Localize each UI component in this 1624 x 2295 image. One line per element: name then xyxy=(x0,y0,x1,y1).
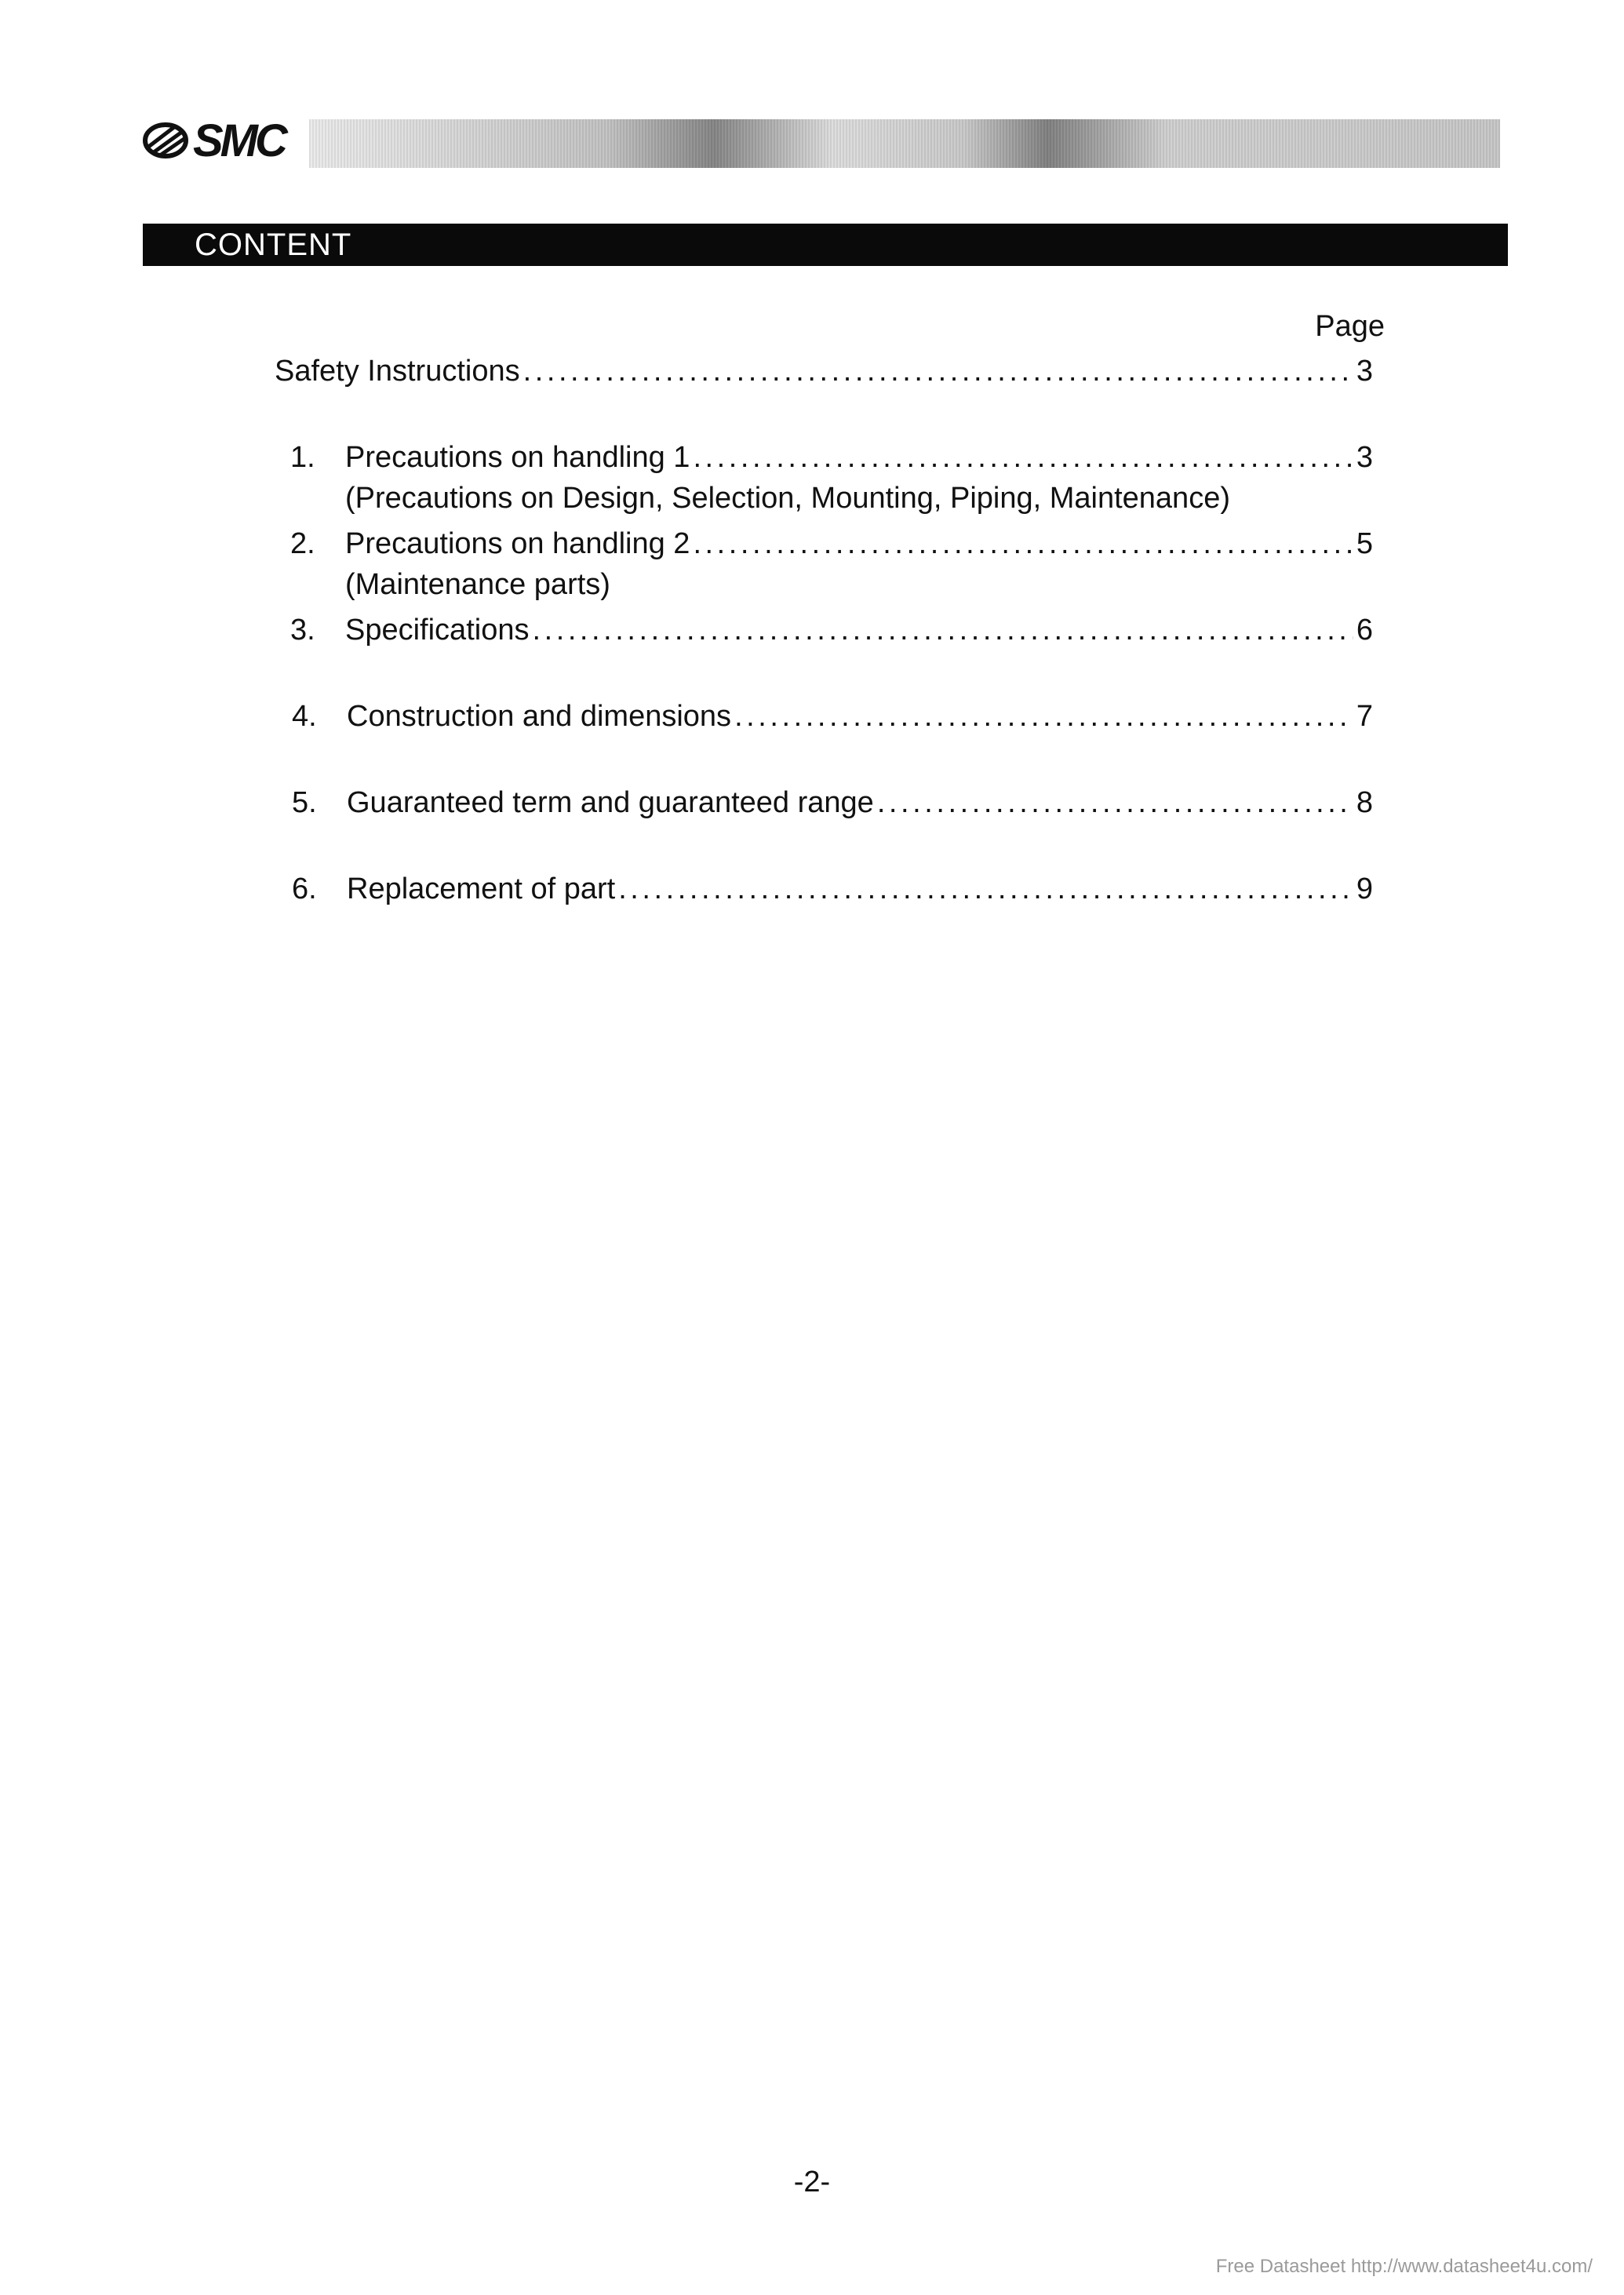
toc-entry-page: 7 xyxy=(1356,700,1373,733)
toc-entry-title: Precautions on handling 1 xyxy=(345,441,690,474)
toc-entry-number: 2. xyxy=(290,527,315,560)
toc-entry-page: 3 xyxy=(1356,441,1373,474)
toc-entry-number: 6. xyxy=(292,872,317,905)
dot-leader xyxy=(532,610,1353,650)
toc-entry-4[interactable] xyxy=(275,697,1373,736)
section-title-bar xyxy=(143,224,1508,266)
toc-entry-2[interactable] xyxy=(275,524,1373,563)
toc-entry-5[interactable] xyxy=(275,783,1373,822)
dot-leader xyxy=(877,783,1353,822)
toc-entry-page: 6 xyxy=(1356,614,1373,647)
toc-entry-title: Specifications xyxy=(345,614,530,647)
page-column-label: Page xyxy=(1315,310,1385,343)
dot-leader xyxy=(693,438,1353,477)
dot-leader xyxy=(523,352,1353,391)
header-gradient-band xyxy=(309,119,1500,168)
toc-entry-title: Construction and dimensions xyxy=(347,700,732,733)
toc-entry-6[interactable] xyxy=(275,869,1373,909)
section-title: CONTENT xyxy=(195,228,352,262)
toc-entry-title: Guaranteed term and guaranteed range xyxy=(347,786,874,819)
smc-swoosh-icon xyxy=(143,121,188,160)
toc-entry-safety[interactable] xyxy=(275,352,1373,391)
toc-entry-page: 5 xyxy=(1356,527,1373,560)
toc-entry-1[interactable] xyxy=(275,438,1373,477)
page-number: -2- xyxy=(793,2166,831,2198)
toc-entry-title: Precautions on handling 2 xyxy=(345,527,690,560)
dot-leader xyxy=(618,869,1353,909)
toc-entry-number: 5. xyxy=(292,786,317,819)
document-header xyxy=(143,116,1500,165)
dot-leader xyxy=(734,697,1353,736)
smc-logo xyxy=(143,116,285,165)
footer-watermark-link[interactable]: Free Datasheet http://www.datasheet4u.com/ xyxy=(1215,2256,1593,2277)
logo-text: SMC xyxy=(193,115,285,166)
toc-entry-subtitle: (Maintenance parts) xyxy=(345,568,610,601)
toc-entry-number: 1. xyxy=(290,441,315,474)
toc-entry-number: 3. xyxy=(290,614,315,647)
toc-entry-number: 4. xyxy=(292,700,317,733)
toc-entry-page: 8 xyxy=(1356,786,1373,819)
toc-entry-3[interactable] xyxy=(275,610,1373,650)
toc-entry-page: 9 xyxy=(1356,872,1373,905)
toc-entry-page: 3 xyxy=(1356,355,1373,388)
toc-entry-title: Safety Instructions xyxy=(275,355,520,388)
dot-leader xyxy=(693,524,1353,563)
toc-entry-title: Replacement of part xyxy=(347,872,616,905)
toc-entry-subtitle: (Precautions on Design, Selection, Mounting, Piping, Maintenance) xyxy=(345,482,1230,515)
